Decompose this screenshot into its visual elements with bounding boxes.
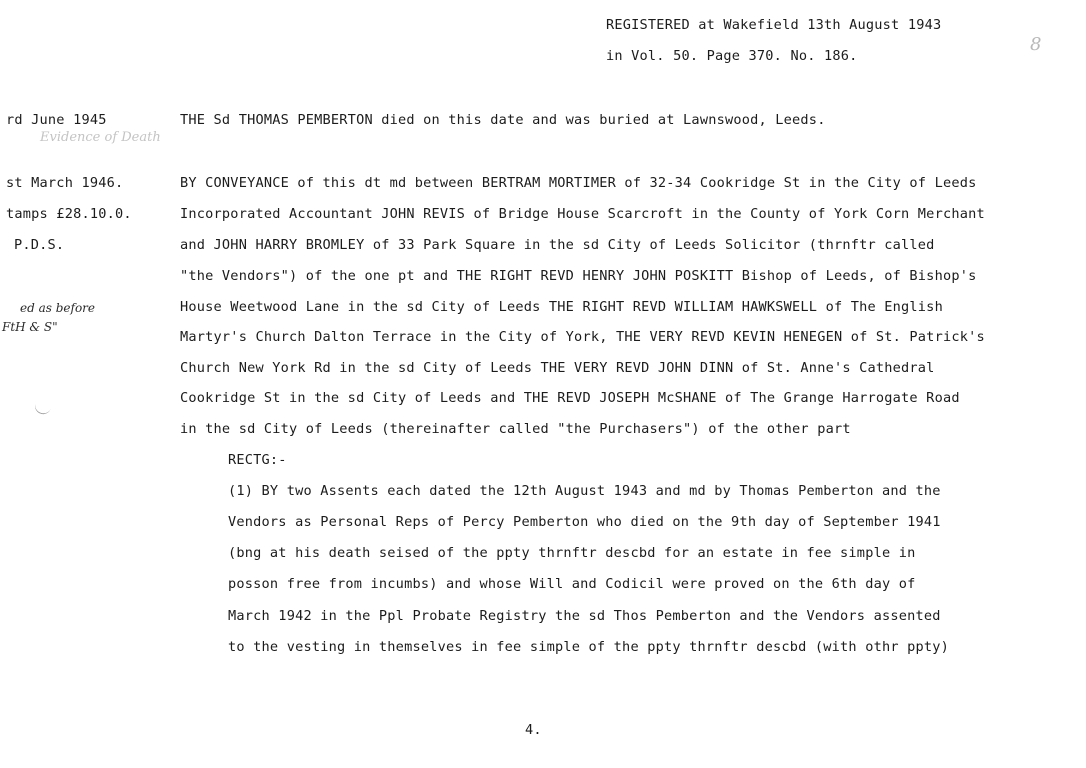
margin-stamp-duty: tamps £28.10.0. [6,206,132,222]
margin-faint-note: Evidence of Death [40,130,161,145]
conveyance-line: Incorporated Accountant JOHN REVIS of Bridge House Scarcroft in the County of York Corn Merchant [180,206,985,222]
margin-date-conveyance: st March 1946. [6,175,124,191]
recital-line: to the vesting in themselves in fee simple of the ppty thrnftr descbd (with othr ppty) [228,639,950,655]
margin-handwritten-note: ed as before [20,301,96,315]
recital-line: (bng at his death seised of the ppty thrnftr descbd for an estate in fee simple in [228,545,916,561]
margin-handwritten-initials: FtH & S" [2,320,58,334]
recital-line: posson free from incumbs) and whose Will and Codicil were proved on the 6th day of [228,576,916,592]
conveyance-line: "the Vendors") of the one pt and THE RIGHT REVD HENRY JOHN POSKITT Bishop of Leeds, of Bishop's [180,268,977,284]
recitals-heading: RECTG:- [228,452,287,468]
volume-reference-line: in Vol. 50. Page 370. No. 186. [606,48,858,64]
burial-entry: THE Sd THOMAS PEMBERTON died on this date and was buried at Lawnswood, Leeds. [180,112,826,128]
conveyance-line: in the sd City of Leeds (thereinafter called "the Purchasers") of the other part [180,421,851,437]
conveyance-line: and JOHN HARRY BROMLEY of 33 Park Square in the sd City of Leeds Solicitor (thrnftr called [180,237,935,253]
conveyance-line: House Weetwood Lane in the sd City of Leeds THE RIGHT REVD WILLIAM HAWKSWELL of The English [180,299,943,315]
page-number: 4. [525,722,542,738]
recital-line: March 1942 in the Ppl Probate Registry the sd Thos Pemberton and the Vendors assented [228,608,941,624]
margin-pds: P.D.S. [14,237,65,253]
margin-date-burial: rd June 1945 [6,112,107,128]
recital-line: Vendors as Personal Reps of Percy Pemberton who died on the 9th day of September 1941 [228,514,941,530]
conveyance-line: BY CONVEYANCE of this dt md between BERTRAM MORTIMER of 32-34 Cookridge St in the City of Leeds [180,175,977,191]
conveyance-line: Church New York Rd in the sd City of Leeds THE VERY REVD JOHN DINN of St. Anne's Cathedral [180,360,935,376]
pencil-page-number: 8 [1030,34,1042,55]
margin-pen-mark [33,403,51,417]
recital-line: (1) BY two Assents each dated the 12th August 1943 and md by Thomas Pemberton and the [228,483,941,499]
registration-line: REGISTERED at Wakefield 13th August 1943 [606,17,942,33]
conveyance-line: Cookridge St in the sd City of Leeds and THE REVD JOSEPH McSHANE of The Grange Harrogate Road [180,390,960,406]
conveyance-line: Martyr's Church Dalton Terrace in the City of York, THE VERY REVD KEVIN HENEGEN of St. Patrick's [180,329,985,345]
